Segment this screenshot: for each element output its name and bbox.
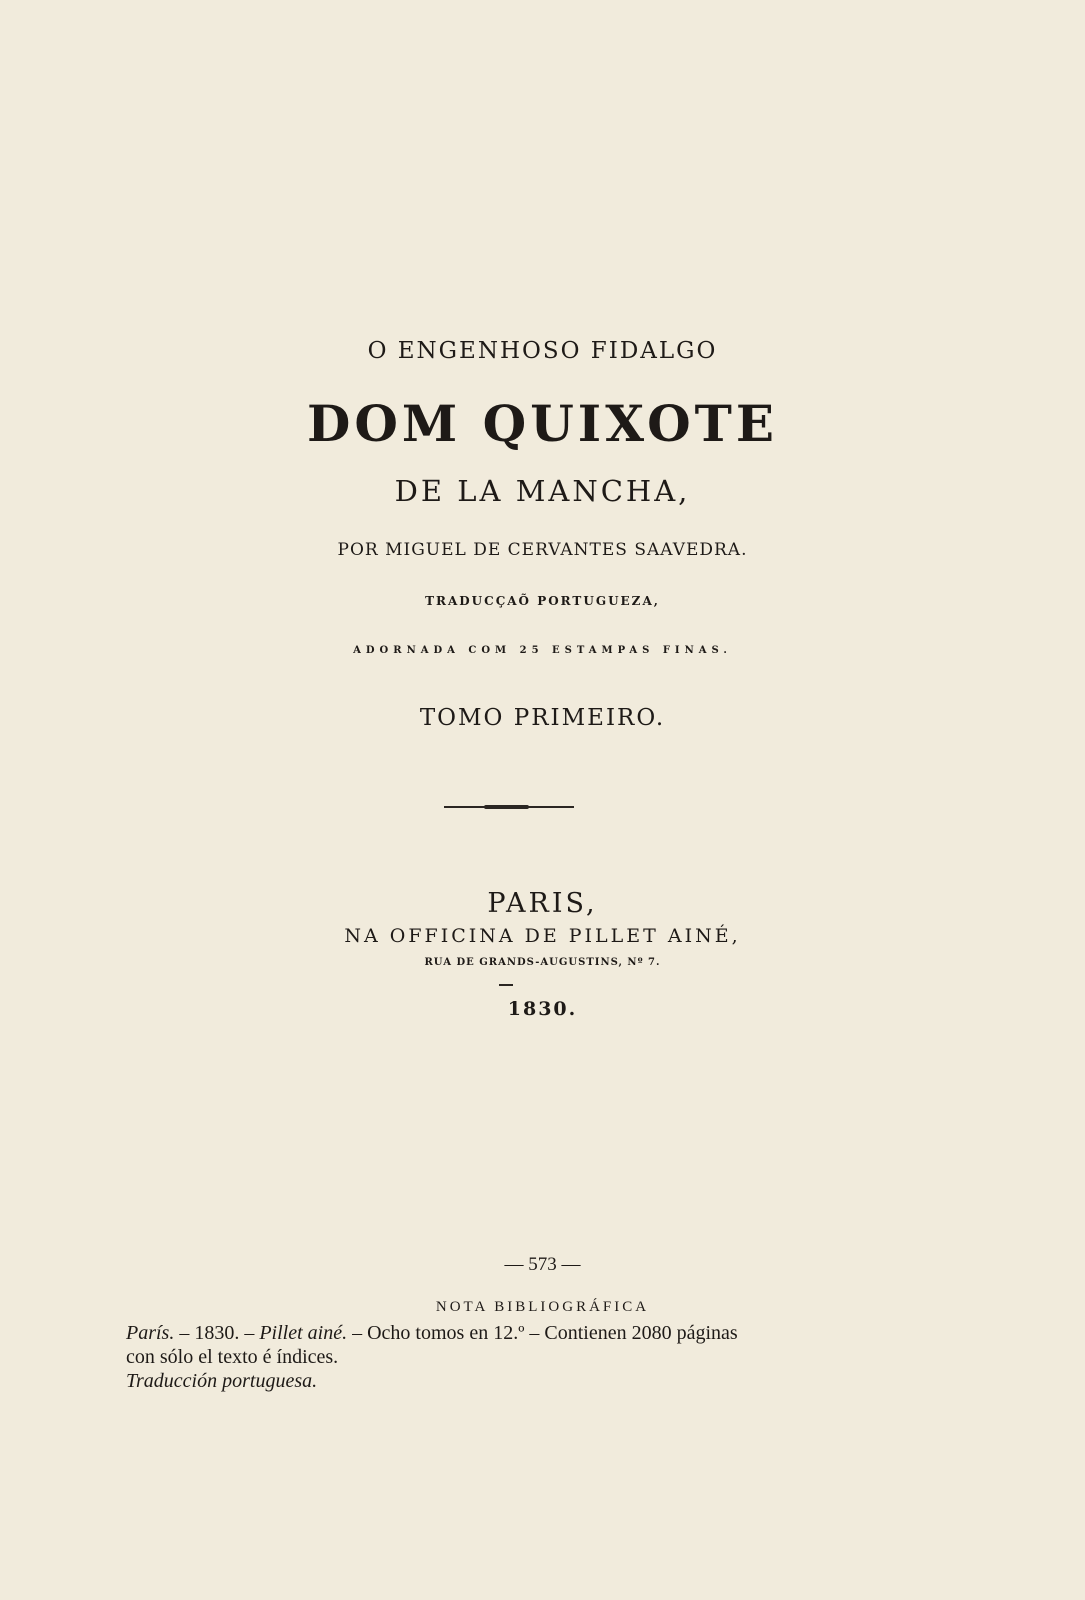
nota-sep: – 1830. – xyxy=(174,1322,260,1344)
nota-city: París. xyxy=(126,1322,175,1344)
title-line-1: O ENGENHOSO FIDALGO xyxy=(367,338,718,364)
nota-heading: NOTA BIBLIOGRÁFICA xyxy=(435,1299,650,1315)
volume-line: TOMO PRIMEIRO. xyxy=(419,705,666,731)
nota-rest: – Ocho tomos en 12.º – Contienen 2080 páginas xyxy=(347,1322,738,1344)
address-line: RUA DE GRANDS-AUGUSTINS, Nº 7. xyxy=(424,957,661,968)
page-number: — 573 — xyxy=(504,1254,581,1275)
small-dash xyxy=(499,984,513,986)
main-title: DOM QUIXOTE xyxy=(306,394,778,453)
adornment-line: ADORNADA COM 25 ESTAMPAS FINAS. xyxy=(353,645,732,656)
nota-line-2: con sólo el texto é índices. xyxy=(126,1346,339,1368)
year-line: 1830. xyxy=(507,998,578,1020)
title-line-3: DE LA MANCHA, xyxy=(394,474,691,508)
author-line: POR MIGUEL DE CERVANTES SAAVEDRA. xyxy=(337,540,748,560)
translation-line: TRADUCÇAÕ PORTUGUEZA, xyxy=(425,594,660,608)
nota-body xyxy=(126,1321,886,1393)
ornamental-rule xyxy=(444,806,574,808)
city-line: PARIS, xyxy=(487,888,598,919)
nota-printer: Pillet ainé. xyxy=(259,1322,348,1344)
nota-line-1 xyxy=(126,1321,886,1345)
nota-line-3: Traducción portuguesa. xyxy=(126,1370,318,1392)
printer-line: NA OFFICINA DE PILLET AINÉ, xyxy=(344,925,741,947)
